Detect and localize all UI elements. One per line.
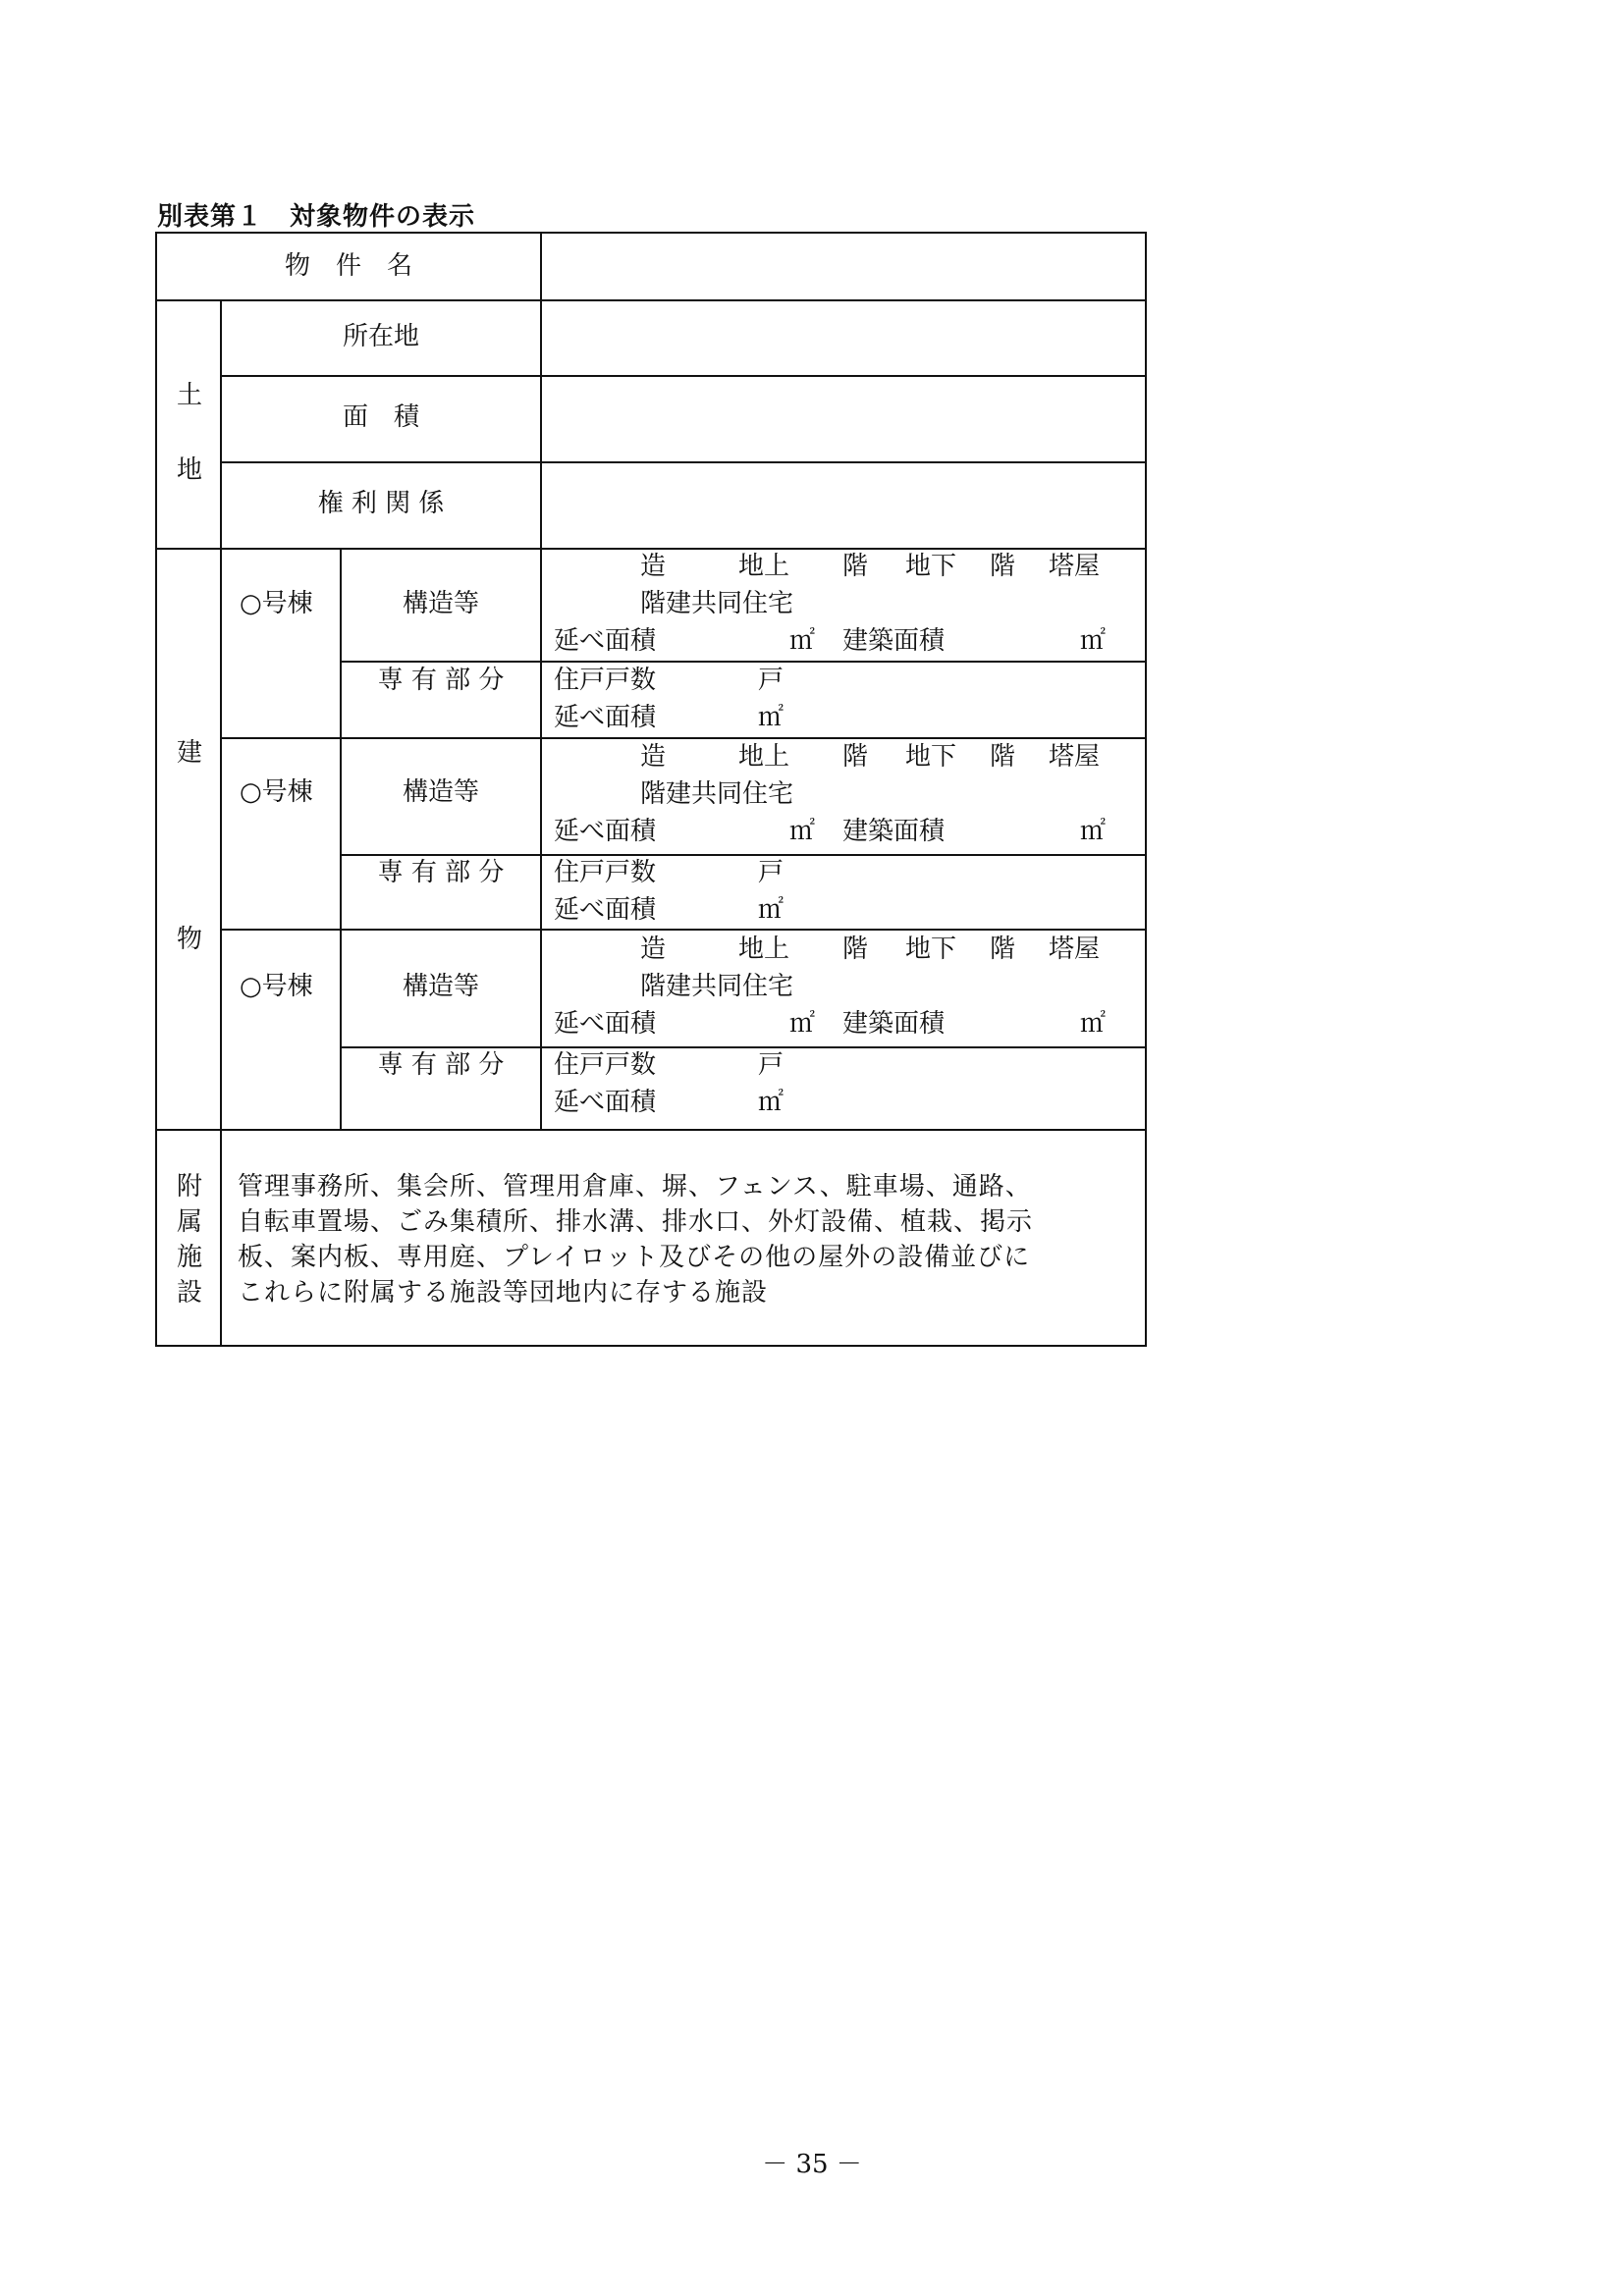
struct-text: 地下: [905, 934, 957, 964]
structure-label: 構造等: [402, 972, 479, 1001]
property-name-label: 物 件 名: [284, 251, 412, 281]
row-divider: [222, 737, 1145, 739]
row-divider: [222, 375, 1145, 377]
row-divider: [157, 1129, 1145, 1131]
building-number: ○号棟: [240, 777, 313, 807]
row-divider: [342, 661, 1145, 663]
facilities-line: 自転車置場、ごみ集積所、排水溝、排水口、外灯設備、植栽、掲示: [238, 1207, 1034, 1237]
struct-text: 階建共同住宅: [640, 589, 794, 618]
building-label-2: 物: [176, 925, 202, 954]
struct-text: 塔屋: [1049, 934, 1101, 964]
struct-text: 階: [990, 742, 1016, 772]
private-text: 戸: [758, 858, 785, 887]
private-text: ㎡: [758, 1088, 785, 1117]
struct-text: ㎡: [1080, 1009, 1107, 1039]
facilities-line: これらに附属する施設等団地内に存する施設: [238, 1278, 769, 1308]
private-text: 延べ面積: [554, 1088, 657, 1117]
page-title: 別表第１ 対象物件の表示: [157, 202, 476, 232]
column-divider: [540, 234, 542, 1129]
struct-text: ㎡: [789, 1009, 816, 1039]
rights-label: 権 利 関 係: [317, 489, 445, 518]
private-text: ㎡: [758, 895, 785, 925]
struct-text: 地上: [738, 552, 790, 581]
struct-text: 地上: [738, 742, 790, 772]
property-table: [155, 232, 1147, 1347]
column-divider: [340, 548, 342, 1129]
struct-text: 階建共同住宅: [640, 972, 794, 1001]
structure-label: 構造等: [402, 589, 479, 618]
facilities-line: 板、案内板、専用庭、プレイロット及びその他の屋外の設備並びに: [238, 1243, 1031, 1272]
location-label: 所在地: [342, 322, 419, 351]
building-number: ○号棟: [240, 589, 313, 618]
struct-text: ㎡: [789, 817, 816, 846]
row-divider: [222, 461, 1145, 463]
property-name-value: [542, 253, 1145, 279]
building-number: ○号棟: [240, 972, 313, 1001]
struct-text: ㎡: [789, 626, 816, 656]
structure-label: 構造等: [402, 777, 479, 807]
private-text: 戸: [758, 1050, 785, 1080]
row-divider: [342, 854, 1145, 856]
struct-text: 延べ面積: [554, 1009, 657, 1039]
struct-text: 地下: [905, 552, 957, 581]
row-divider: [342, 1046, 1145, 1048]
private-area-label: 専 有 部 分: [377, 858, 505, 887]
building-label-1: 建: [176, 738, 202, 768]
private-area-label: 専 有 部 分: [377, 1050, 505, 1080]
struct-text: 延べ面積: [554, 626, 657, 656]
struct-text: 建築面積: [842, 1009, 946, 1039]
facilities-label-2: 属: [176, 1207, 202, 1237]
private-area-label: 専 有 部 分: [377, 666, 505, 695]
facilities-line: 管理事務所、集会所、管理用倉庫、塀、フェンス、駐車場、通路、: [238, 1172, 1032, 1201]
struct-text: 階: [990, 552, 1016, 581]
struct-text: 階: [842, 552, 869, 581]
struct-text: ㎡: [1080, 626, 1107, 656]
area-label: 面 積: [342, 402, 419, 432]
facilities-label-1: 附: [176, 1172, 202, 1201]
facilities-label-4: 設: [176, 1278, 202, 1308]
struct-text: 階: [842, 742, 869, 772]
row-divider: [157, 548, 1145, 550]
private-text: 住戸戸数: [554, 666, 657, 695]
private-text: 住戸戸数: [554, 858, 657, 887]
struct-text: 建築面積: [842, 817, 946, 846]
struct-text: ㎡: [1080, 817, 1107, 846]
private-text: 戸: [758, 666, 785, 695]
row-divider: [222, 929, 1145, 931]
struct-text: 階: [990, 934, 1016, 964]
page-number: － 35 －: [762, 2150, 862, 2179]
struct-text: 地上: [738, 934, 790, 964]
struct-text: 建築面積: [842, 626, 946, 656]
struct-text: 階: [842, 934, 869, 964]
private-text: 延べ面積: [554, 895, 657, 925]
private-text: 住戸戸数: [554, 1050, 657, 1080]
struct-text: 塔屋: [1049, 552, 1101, 581]
row-divider: [157, 299, 1145, 301]
facilities-label-3: 施: [176, 1243, 202, 1272]
struct-text: 塔屋: [1049, 742, 1101, 772]
struct-text: 延べ面積: [554, 817, 657, 846]
land-label-2: 地: [176, 455, 202, 485]
land-label-1: 土: [176, 381, 202, 410]
private-text: ㎡: [758, 703, 785, 732]
struct-text: 造: [640, 552, 667, 581]
private-text: 延べ面積: [554, 703, 657, 732]
struct-text: 造: [640, 934, 667, 964]
struct-text: 造: [640, 742, 667, 772]
struct-text: 階建共同住宅: [640, 779, 794, 809]
struct-text: 地下: [905, 742, 957, 772]
